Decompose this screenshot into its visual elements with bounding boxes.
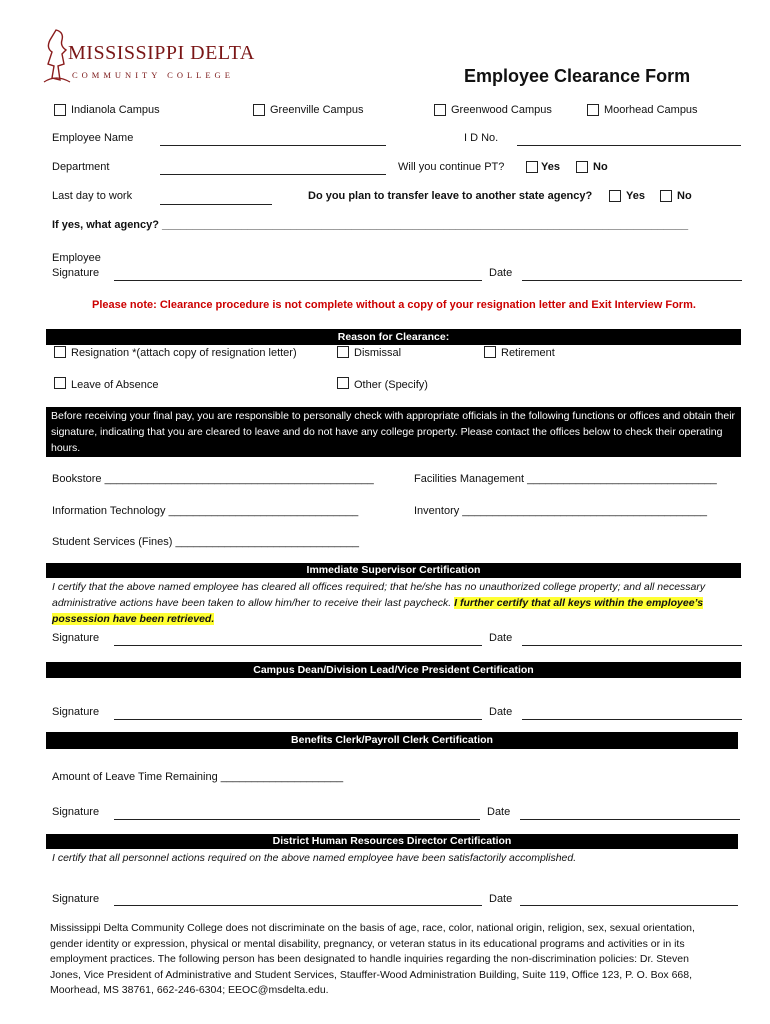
transfer-no-checkbox[interactable] [660,190,672,202]
reason-other-label: Other (Specify) [354,379,428,391]
dean-date-field[interactable] [522,719,742,720]
reason-dismissal-checkbox[interactable] [337,346,349,358]
last-day-field[interactable] [160,204,272,205]
campus-label-greenville: Greenville Campus [270,104,364,116]
reason-other-checkbox[interactable] [337,377,349,389]
leave-remaining-field[interactable]: Amount of Leave Time Remaining ____________________ [52,771,344,783]
benefits-date-field[interactable] [520,819,740,820]
continue-pt-label: Will you continue PT? [398,161,505,173]
employee-signature-field[interactable] [114,280,482,281]
instruction-box: Before receiving your final pay, you are responsible to personally check with appropriate officials in the following functions or offices and obtain their signature, indicating that you are cleared to leave and do not have any college property. Please contact the offices below to check their operating hours. [46,407,741,457]
hr-header: District Human Resources Director Certification [46,834,738,849]
reason-leave-label: Leave of Absence [71,379,159,391]
student-services-field[interactable]: Student Services (Fines) ______________________________ [52,536,360,548]
transfer-yes-checkbox[interactable] [609,190,621,202]
supervisor-cert-text: I certify that the above named employee has cleared all offices required; that he/she has no unauthorized college property; and all necessary administrative actions have been taken to allow him/her to receive their last paycheck. [52,581,706,609]
bookstore-field[interactable]: Bookstore ____________________________________________ [52,473,374,485]
campus-checkbox-moorhead[interactable] [587,104,599,116]
continue-pt-yes-checkbox[interactable] [526,161,538,173]
college-logo [42,28,255,86]
supervisor-text [52,579,742,627]
employee-name-field[interactable] [160,145,386,146]
dean-header: Campus Dean/Division Lead/Vice President Certification [46,662,741,678]
department-label: Department [52,161,110,173]
logo-main-text: MISSISSIPPI DELTA [68,42,255,64]
last-day-label: Last day to work [52,190,133,202]
employee-signature-label-2: Signature [52,267,100,279]
benefits-header: Benefits Clerk/Payroll Clerk Certification [46,732,738,749]
campus-label-greenwood: Greenwood Campus [451,104,552,116]
form-title: Employee Clearance Form [464,66,691,86]
id-no-field[interactable] [517,145,741,146]
dean-date-label: Date [489,706,513,718]
hr-cert-text: I certify that all personnel actions required on the above named employee have been satisfactorily accomplished. [52,852,577,864]
employee-name-label: Employee Name [52,132,134,144]
supervisor-header: Immediate Supervisor Certification [46,563,741,578]
inventory-field[interactable]: Inventory ________________________________________ [414,505,708,517]
transfer-question: Do you plan to transfer leave to another state agency? [308,190,593,202]
hr-date-label: Date [489,893,513,905]
hr-signature-field[interactable] [114,905,482,906]
supervisor-signature-label: Signature [52,632,100,644]
campus-checkbox-greenwood[interactable] [434,104,446,116]
dean-signature-field[interactable] [114,719,482,720]
hr-signature-label: Signature [52,893,100,905]
campus-checkbox-greenville[interactable] [253,104,265,116]
benefits-signature-label: Signature [52,806,100,818]
benefits-signature-field[interactable] [114,819,480,820]
reason-retirement-label: Retirement [501,347,555,359]
employee-date-field[interactable] [522,280,742,281]
benefits-date-label: Date [487,806,511,818]
it-field[interactable]: Information Technology _______________________________ [52,505,359,517]
employee-signature-label-1: Employee [52,252,101,264]
hr-date-field[interactable] [520,905,738,906]
reason-resignation-label: Resignation *(attach copy of resignation letter) [71,347,297,359]
campus-label-indianola: Indianola Campus [71,104,160,116]
supervisor-date-label: Date [489,632,513,644]
continue-pt-no-label: No [593,161,608,173]
supervisor-highlight: I further certify that all keys within the employee’s possession have been retrieved. [52,597,704,625]
supervisor-date-field[interactable] [522,645,742,646]
logo-sub-text: COMMUNITY COLLEGE [72,70,234,80]
reason-header: Reason for Clearance: [46,329,741,345]
transfer-yes-label: Yes [626,190,645,202]
dean-signature-label: Signature [52,706,100,718]
agency-field[interactable]: If yes, what agency? ______________________________________________________________________________________ [52,219,689,231]
id-no-label: I D No. [464,132,499,144]
supervisor-signature-field[interactable] [114,645,482,646]
transfer-no-label: No [677,190,692,202]
reason-retirement-checkbox[interactable] [484,346,496,358]
employee-date-label: Date [489,267,513,279]
clearance-note: Please note: Clearance procedure is not complete without a copy of your resignation letter and Exit Interview Form. [92,299,696,311]
department-field[interactable] [160,174,386,175]
facilities-field[interactable]: Facilities Management _______________________________ [414,473,717,485]
reason-dismissal-label: Dismissal [354,347,402,359]
campus-checkbox-indianola[interactable] [54,104,66,116]
non-discrimination-statement: Mississippi Delta Community College does not discriminate on the basis of age, race, color, national origin, religion, sex, sexual orientation, gender identity or expression, physical or mental disability, pregnancy, or veteran status in its educational programs and activities or in its employment practices. The following person has been designated to handle inquiries regarding the non-discrimination policies: Dr. Steven Jones, Vice President of Administrative and Student Services, Stauffer-Wood Administration Building, Suite 119, Office 123, P. O. Box 668, Moorhead, MS 38761, 662-246-6304; EEOC@msdelta.edu. [50,922,695,996]
reason-resignation-checkbox[interactable] [54,346,66,358]
reason-leave-checkbox[interactable] [54,377,66,389]
continue-pt-yes-label: Yes [541,161,560,173]
continue-pt-no-checkbox[interactable] [576,161,588,173]
campus-label-moorhead: Moorhead Campus [604,104,698,116]
